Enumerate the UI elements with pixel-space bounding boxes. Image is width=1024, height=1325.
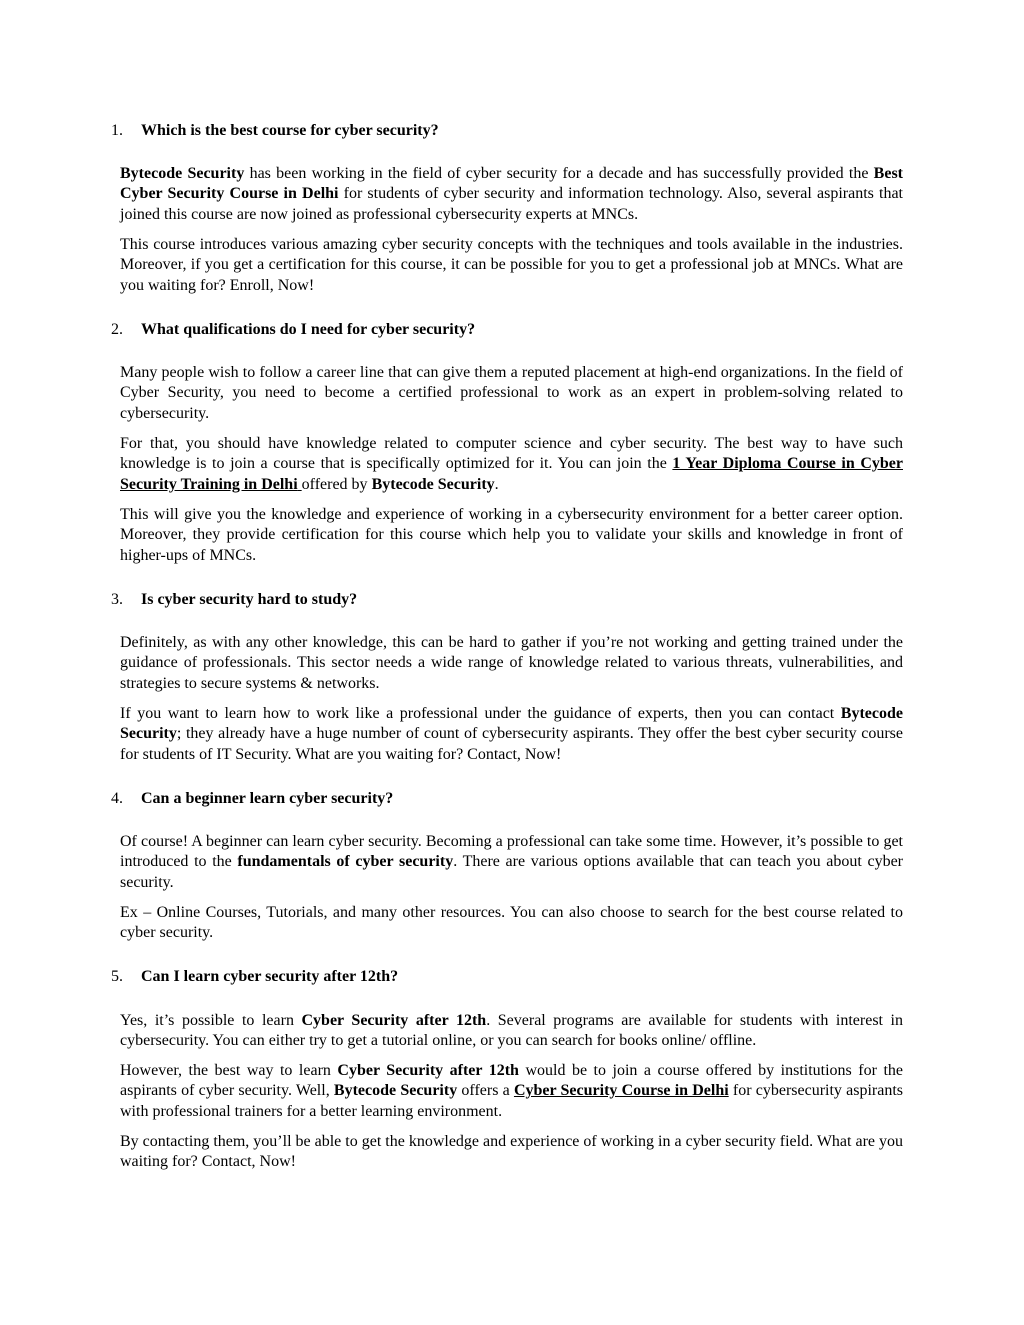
question-number: 2. <box>111 321 123 338</box>
faq-3-paragraph-2 <box>120 704 903 765</box>
brand-name: Bytecode Security <box>120 165 245 182</box>
faq-5-paragraph-2 <box>120 1061 903 1122</box>
paragraph-text: . Several programs are available for students with interest in cybersecurity. You can either try to get a tutorial online, or you can search for books online/ offline. <box>120 1012 903 1050</box>
question-text: Can I learn cyber security after 12th? <box>141 968 399 985</box>
faq-5-paragraph-3: By contacting them, you’ll be able to get the knowledge and experience of working in a cyber security field. What are you waiting for? Contact, Now! <box>120 1133 903 1171</box>
faq-4-paragraph-2: Ex – Online Courses, Tutorials, and many other resources. You can also choose to search for the best course related to cyber security. <box>120 904 903 942</box>
faq-2-paragraph-3: This will give you the knowledge and experience of working in a cybersecurity environment for a better career option. Moreover, they provide certification for this course which help you to validate your skills and knowledge in front of higher-ups of MNCs. <box>120 506 903 564</box>
paragraph-text: offered by <box>301 475 372 493</box>
faq-question-2 <box>111 320 911 340</box>
paragraph-text: . There are various options available that can teach you about cyber security. <box>120 853 904 891</box>
brand-name: Bytecode Security <box>333 1082 458 1100</box>
brand-name: Bytecode Security <box>120 705 903 743</box>
paragraph-text: for cybersecurity aspirants with professional trainers for a better learning environment. <box>120 1082 904 1120</box>
question-number: 3. <box>111 591 123 608</box>
faq-1-paragraph-2: This course introduces various amazing cyber security concepts with the techniques and tools available in the industries. Moreover, if you get a certification for this course, it can be possible for you to get a professional job at MNCs. What are you waiting for? Enroll, Now! <box>120 236 903 294</box>
course-name: Best Cyber Security Course in Delhi <box>120 165 903 203</box>
bold-phrase: Cyber Security after 12th <box>337 1062 519 1079</box>
question-text: Can a beginner learn cyber security? <box>141 790 394 807</box>
faq-4-paragraph-1 <box>120 832 903 893</box>
diploma-course-link[interactable]: 1 Year Diploma Course in Cyber Security Training in Delhi <box>120 455 903 493</box>
question-text: What qualifications do I need for cyber security? <box>141 321 476 338</box>
question-text: Is cyber security hard to study? <box>141 591 358 608</box>
faq-question-4 <box>111 789 911 809</box>
faq-3-paragraph-1: Definitely, as with any other knowledge, this can be hard to gather if you’re not working and getting trained under the guidance of professionals. This sector needs a wide range of knowledge related to various threats, vulnerabilities, and strategies to secure systems & networks. <box>120 634 903 692</box>
brand-name: Bytecode Security <box>371 475 495 493</box>
faq-question-3 <box>111 590 911 610</box>
paragraph-text: However, the best way to learn <box>120 1062 338 1079</box>
paragraph-text: ; they already have a huge number of count of cybersecurity aspirants. They offer the best cyber security course for students of IT Security. What are you waiting for? Contact, Now! <box>120 725 903 763</box>
cyber-security-course-link[interactable]: Cyber Security Course in Delhi <box>513 1082 729 1100</box>
faq-2-paragraph-2 <box>120 434 903 495</box>
question-text: Which is the best course for cyber security? <box>141 122 439 139</box>
question-number: 5. <box>111 968 123 985</box>
bold-phrase: fundamentals of cyber security <box>237 853 454 871</box>
faq-question-1 <box>111 121 911 141</box>
question-number: 1. <box>111 122 123 139</box>
paragraph-text: If you want to learn how to work like a professional under the guidance of experts, then you can contact <box>120 705 841 722</box>
paragraph-text: . <box>494 475 499 493</box>
paragraph-text: has been working in the field of cyber security for a decade and has successfully provided the <box>244 165 874 182</box>
paragraph-text: For that, you should have knowledge related to computer science and cyber security. The best way to have such knowledge is to join a course that is specifically optimized for it. You can join the <box>120 435 903 473</box>
question-number: 4. <box>111 790 123 807</box>
faq-1-paragraph-1 <box>120 164 903 225</box>
paragraph-text: Of course! A beginner can learn cyber security. Becoming a professional can take some time. However, it’s possible to get introduced to the <box>120 833 903 871</box>
paragraph-text: offers a <box>457 1082 514 1100</box>
paragraph-text: would be to join a course offered by institutions for the aspirants of cyber security. Well, <box>120 1062 903 1100</box>
paragraph-text: for students of cyber security and information technology. Also, several aspirants that joined this course are now joined as professional cybersecurity experts at MNCs. <box>120 185 903 223</box>
faq-question-5 <box>111 967 911 987</box>
faq-5-paragraph-1 <box>120 1011 903 1052</box>
faq-2-paragraph-1: Many people wish to follow a career line that can give them a reputed placement at high-end organizations. In the field of Cyber Security, you need to become a certified professional to work as an expert in problem-solving related to cybersecurity. <box>120 364 903 422</box>
paragraph-text: Yes, it’s possible to learn <box>120 1012 302 1029</box>
bold-phrase: Cyber Security after 12th <box>301 1012 487 1029</box>
